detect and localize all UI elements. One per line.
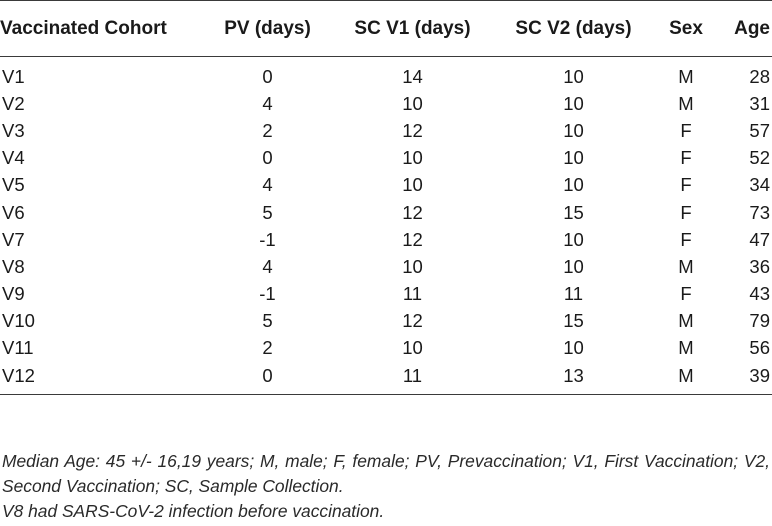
pv-cell: -1: [259, 228, 276, 250]
sc-v2-cell: 10: [563, 255, 584, 277]
sc-v1-cell: 10: [402, 92, 423, 114]
header-vaccinated-cohort: Vaccinated Cohort: [0, 1, 205, 57]
header-row: [0, 1, 772, 57]
table-body: [0, 57, 772, 395]
cohort-cell: V5: [2, 174, 25, 196]
sc-v2-cell: 15: [563, 201, 584, 223]
pv-cell: 4: [262, 92, 273, 114]
sc-v1-cell: 12: [402, 310, 423, 332]
cohort-cell: V1: [2, 65, 25, 87]
table-row: [0, 199, 772, 226]
table-row: [0, 253, 772, 280]
sc-v2-cell: 10: [563, 147, 584, 169]
pv-cell: 2: [262, 119, 273, 141]
age-cell: 57: [749, 119, 770, 141]
age-cell: 52: [749, 147, 770, 169]
cohort-cell: V3: [2, 119, 25, 141]
pv-cell: 5: [262, 310, 273, 332]
header-sc-v1-days: SC V1 (days): [330, 1, 495, 57]
pv-cell: 2: [262, 337, 273, 359]
sex-cell: F: [680, 228, 692, 250]
sex-cell: F: [680, 147, 692, 169]
sc-v1-cell: 11: [402, 283, 423, 305]
table-row: [0, 172, 772, 199]
sc-v1-cell: 10: [402, 337, 423, 359]
sc-v2-cell: 11: [563, 283, 584, 305]
pv-cell: 4: [262, 174, 273, 196]
table-row: [0, 145, 772, 172]
pv-cell: 0: [205, 362, 330, 395]
age-cell: 79: [749, 310, 770, 332]
header-age: Age: [720, 1, 772, 57]
age-cell: 34: [749, 174, 770, 196]
sex-cell: F: [680, 174, 692, 196]
cohort-cell: V2: [2, 92, 25, 114]
age-cell: 73: [749, 201, 770, 223]
sc-v2-cell: 10: [563, 119, 584, 141]
sc-v2-cell: 10: [563, 174, 584, 196]
sc-v1-cell: 12: [402, 119, 423, 141]
footnote-v8-infection: V8 had SARS-CoV-2 infection before vaccination.: [2, 501, 385, 521]
sc-v1-cell: 10: [402, 255, 423, 277]
table-row: [0, 226, 772, 253]
table-row: [0, 362, 772, 395]
sc-v2-cell: 10: [563, 228, 584, 250]
sc-v1-cell: 11: [330, 362, 495, 395]
age-cell: 36: [749, 255, 770, 277]
pv-cell: 4: [262, 255, 273, 277]
header-sc-v2-days: SC V2 (days): [495, 1, 652, 57]
pv-cell: -1: [259, 283, 276, 305]
cohort-cell: V10: [2, 310, 35, 332]
sc-v1-cell: 10: [402, 147, 423, 169]
sc-v1-cell: 14: [402, 65, 423, 87]
cohort-cell: V11: [2, 337, 34, 359]
age-cell: 43: [749, 283, 770, 305]
age-cell: 28: [749, 65, 770, 87]
pv-cell: 0: [262, 147, 273, 169]
sex-cell: F: [680, 283, 692, 305]
sex-cell: M: [678, 65, 694, 87]
header-sex: Sex: [652, 1, 720, 57]
sc-v1-cell: 10: [402, 174, 423, 196]
footnote-abbreviations: Median Age: 45 +/- 16,19 years; M, male; F, female; PV, Prevaccination; V1, First Vaccination; V2, Second Vaccination; SC, Sample Collection.: [2, 451, 770, 496]
pv-cell: 5: [262, 201, 273, 223]
sex-cell: M: [678, 337, 694, 359]
cohort-cell: V7: [2, 228, 25, 250]
header-pv-days: PV (days): [205, 1, 330, 57]
table-row: [0, 90, 772, 117]
table-row: [0, 308, 772, 335]
sex-cell: M: [652, 362, 720, 395]
table-row: [0, 335, 772, 362]
sex-cell: M: [678, 92, 694, 114]
cohort-cell: V4: [2, 147, 25, 169]
age-cell: 31: [749, 92, 770, 114]
sc-v2-cell: 13: [495, 362, 652, 395]
sex-cell: M: [678, 310, 694, 332]
sc-v2-cell: 15: [563, 310, 584, 332]
cohort-cell: V8: [2, 255, 25, 277]
pv-cell: 0: [262, 65, 273, 87]
table-row: [0, 57, 772, 91]
sex-cell: F: [680, 119, 692, 141]
sex-cell: F: [680, 201, 692, 223]
sc-v1-cell: 12: [402, 201, 423, 223]
sc-v2-cell: 10: [563, 337, 584, 359]
sex-cell: M: [678, 255, 694, 277]
age-cell: 56: [749, 337, 770, 359]
sc-v2-cell: 10: [563, 92, 584, 114]
sc-v1-cell: 12: [402, 228, 423, 250]
sc-v2-cell: 10: [563, 65, 584, 87]
age-cell: 39: [720, 362, 772, 395]
cohort-cell: V9: [2, 283, 25, 305]
cohort-cell: V6: [2, 201, 25, 223]
age-cell: 47: [749, 228, 770, 250]
table-row: [0, 281, 772, 308]
table-footnotes: [2, 449, 770, 524]
table-row: [0, 117, 772, 144]
cohort-cell: V12: [0, 362, 205, 395]
